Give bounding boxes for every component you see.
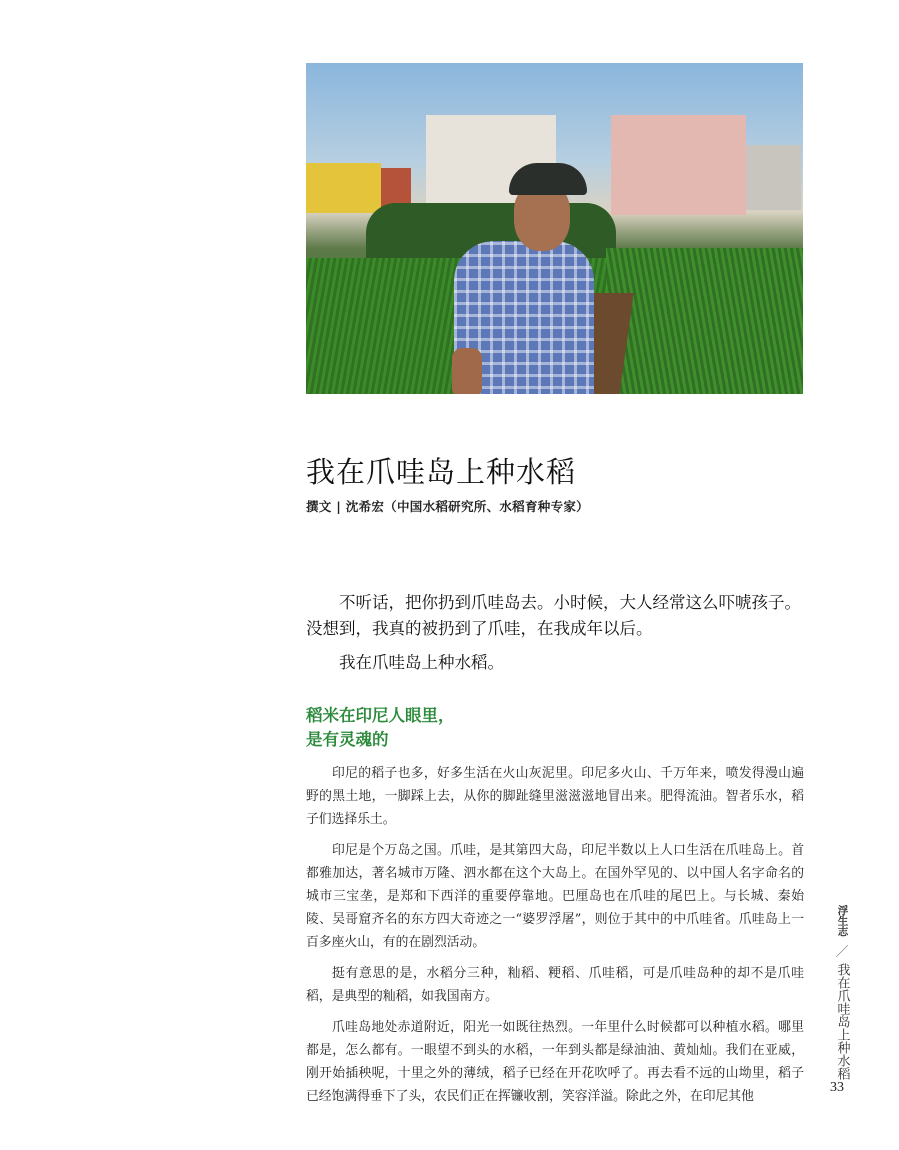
building-yellow	[306, 163, 381, 213]
body-paragraph: 印尼是个万岛之国。爪哇，是其第四大岛，印尼半数以上人口生活在爪哇岛上。首都雅加达，著名城市万隆、泗水都在这个大岛上。在国外罕见的、以中国人名字命名的城市三宝垄，是郑和下西洋的重要停靠地。巴厘岛也在爪哇的尾巴上。与长城、秦始陵、吴哥窟齐名的东方四大奇迹之一“婆罗浮屠”，则位于其中的中爪哇省。爪哇岛上一百多座火山，有的在剧烈活动。	[306, 843, 804, 950]
article-byline: 撰文 | 沈希宏（中国水稻研究所、水稻育种专家）	[306, 499, 589, 514]
building-tower-right	[746, 145, 801, 210]
man-cap	[509, 163, 587, 195]
body-paragraph: 爪哇岛地处赤道附近，阳光一如既往热烈。一年里什么时候都可以种植水稻。哪里都是，怎么都有。一眼望不到头的水稻，一年到头都是绿油油、黄灿灿。我们在亚威，刚开始插秧呢，十里之外的薄绒，稻子已经在开花吹呼了。再去看不远的山坳里，稻子已经饱满得垂下了头，农民们正在挥镰收割，笑容洋溢。除此之外，在印尼其他	[306, 1020, 804, 1104]
section-heading-line: 稻米在印尼人眼里，	[306, 706, 455, 725]
series-name: 浮生志	[836, 905, 849, 937]
page-number: 33	[830, 1080, 844, 1095]
body-paragraph: 挺有意思的是，水稻分三种，籼稻、粳稻、爪哇稻，可是爪哇岛种的却不是爪哇稻，是典型的籼稻，如我国南方。	[306, 966, 804, 1004]
running-header	[828, 905, 856, 1085]
section-heading	[306, 704, 455, 752]
man-arm	[452, 348, 482, 394]
article-body	[306, 762, 804, 1116]
running-title: 我在爪哇岛上种水稻	[834, 962, 850, 1080]
article-intro	[306, 590, 806, 676]
intro-paragraph: 我在爪哇岛上种水稻。	[339, 653, 504, 672]
article-photo	[306, 63, 803, 394]
article-title: 我在爪哇岛上种水稻	[306, 455, 577, 489]
intro-paragraph: 不听话，把你扔到爪哇岛去。小时候，大人经常这么吓唬孩子。没想到，我真的被扔到了爪哇，在我成年以后。	[306, 593, 801, 638]
divider-slash: ／	[835, 944, 849, 960]
rice-field-right	[606, 248, 803, 394]
building-tower-pink	[611, 115, 746, 215]
body-paragraph: 印尼的稻子也多，好多生活在火山灰泥里。印尼多火山、千万年来，喷发得漫山遍野的黑土地，一脚踩上去，从你的脚趾缝里滋滋滋地冒出来。肥得流油。智者乐水，稻子们选择乐土。	[306, 766, 804, 827]
section-heading-line: 是有灵魂的	[306, 730, 389, 749]
